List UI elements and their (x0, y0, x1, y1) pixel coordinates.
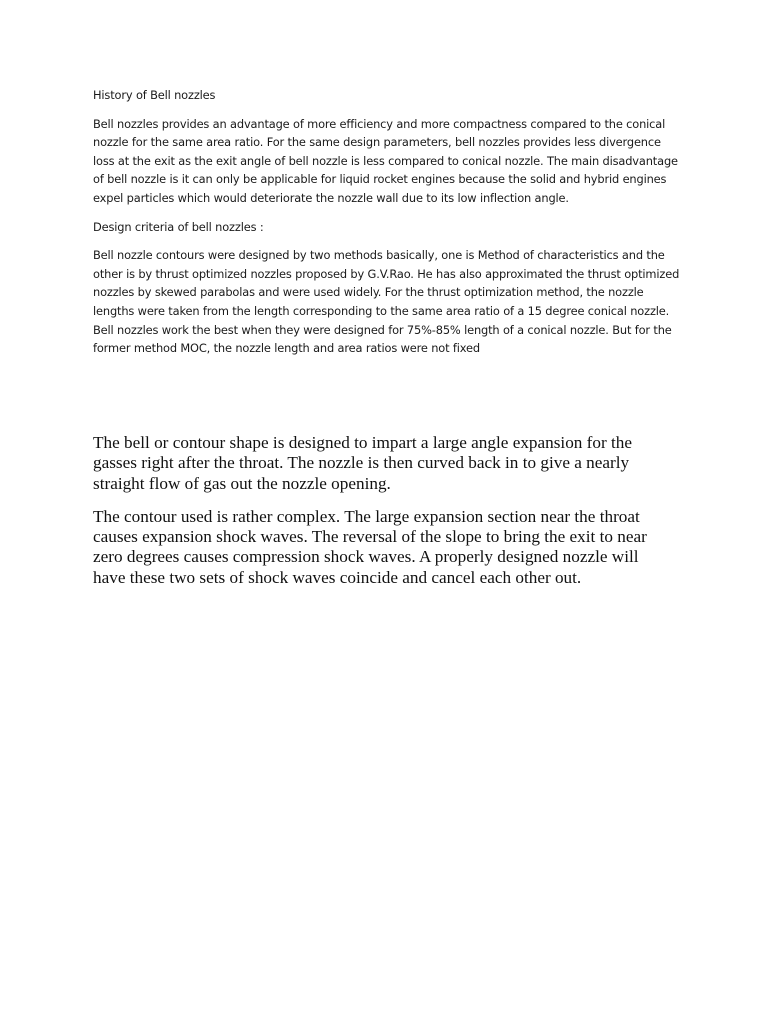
section-heading-history: History of Bell nozzles (93, 88, 216, 102)
sans-text-block (93, 86, 681, 368)
section-heading-design-criteria: Design criteria of bell nozzles : (93, 219, 264, 234)
serif-paragraph-shock-waves: The contour used is rather complex. The large expansion section near the throat causes expansion shock waves. The reversal of the slope to bring the exit to near zero degrees causes compression shock waves. A properly designed nozzle will have these two sets of shock waves coincide and cancel each other out. (93, 506, 647, 587)
serif-paragraph-contour-shape: The bell or contour shape is designed to impart a large angle expansion for the gasses right after the throat. The nozzle is then curved back in to give a nearly straight flow of gas out the nozzle opening. (93, 433, 633, 493)
section-body-history: Bell nozzles provides an advantage of more efficiency and more compactness compared to the conical nozzle for the same area ratio. For the same design parameters, bell nozzles provides less divergence loss at the exit as the exit angle of bell nozzle is less compared to conical nozzle. The main disadvantage of bell nozzle is it can only be applicable for liquid rocket engines because the solid and hybrid engines expel particles which would deteriorate the nozzle wall due to its low inflection angle. (93, 116, 678, 205)
serif-text-block (93, 433, 673, 601)
section-body-design-criteria: Bell nozzle contours were designed by two methods basically, one is Method of characteristics and the other is by thrust optimized nozzles proposed by G.V.Rao. He has also approximated the thrust optimized nozzles by skewed parabolas and were used widely. For the thrust optimization method, the nozzle lengths were taken from the length corresponding to the same area ratio of a 15 degree conical nozzle. Bell nozzles work the best when they were designed for 75%-85% length of a conical nozzle. But for the former method MOC, the nozzle length and area ratios were not fixed (93, 248, 680, 356)
